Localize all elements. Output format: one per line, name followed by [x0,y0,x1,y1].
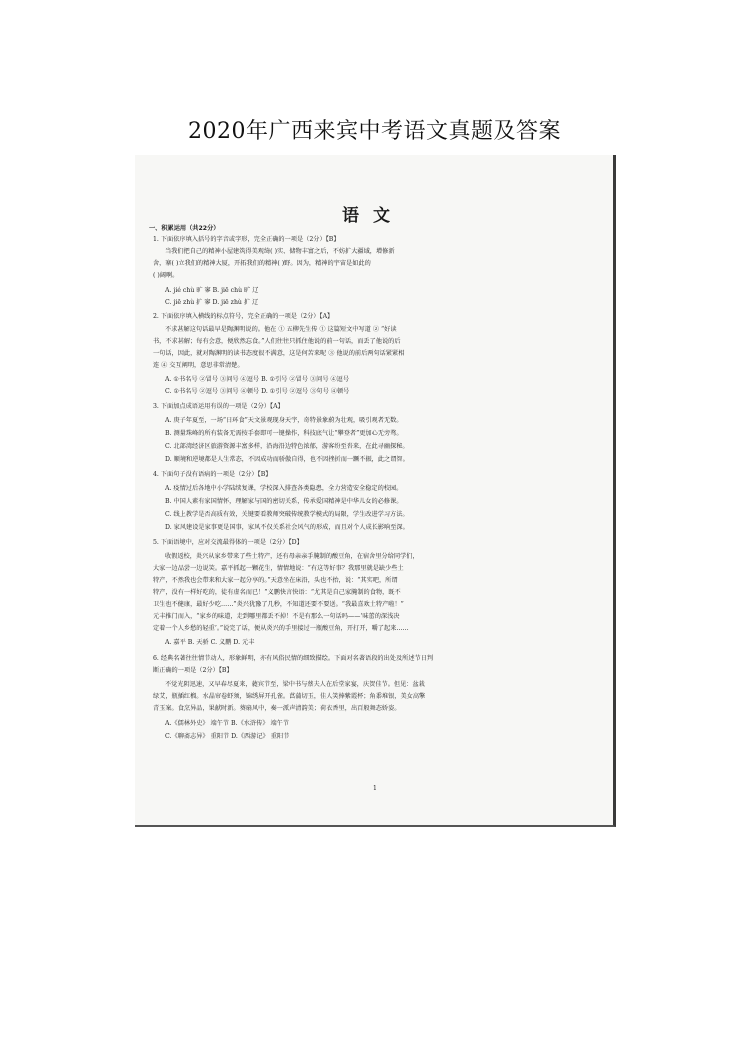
exam-title: 语文 [342,206,404,226]
paragraph-line: 青玉案。食烹异品，果献时新。葵扇风中，奏一派声清韵美；荷衣香里，出百般舞态娇姿。 [153,705,401,712]
answer-options: C.《聊斋志异》 重阳节 D.《西游记》 重阳节 [165,733,290,740]
question-3: 3. 下面加点成语运用有误的一项是（2分）【A】 [153,403,284,410]
answer-options: C. ①书名号 ②逗号 ③问号 ④顿号 D. ①引号 ②逗号 ③句号 ④顿号 [165,388,350,395]
answer-option: C. 北部湾经济区旅游资源丰富多样，沿海沿边特色浓郁，游客纷至沓来，在此寻幽探秘。 [165,443,409,450]
answer-option: A. 庚子年夏至，一场“日环食”天文景观现身天宇，奇特景象蔚为壮观，吸引观者无数。 [165,417,403,424]
page-number: 1 [373,785,377,792]
paragraph-line: 卫生也不健康，最好少吃……”炎兴犹豫了几秒，不知道还要不要送。“我最喜欢土特产啦！” [153,601,404,608]
question-5: 5. 下面语境中，应对交流最得体的一项是（2分）【D】 [153,539,303,546]
paragraph-line: ( )阔啊。 [153,272,179,279]
question-6: 6. 经典名著往往情节动人，形象鲜明，亦有风俗民情的细致描绘。下面对名著语段的出处及所述节日判 [153,655,434,662]
paragraph-line: 特产，没有一样好吃的，徒有虚名而已！”义鹏快言快语：“尤其是自己家腌制的食物，既不 [153,589,401,596]
scanned-exam-page [135,155,616,827]
answer-option: D. 顺境和逆境都是人生常态，不因成功而骄傲自得，也不因挫折而一蹶不振，此之谓智。 [165,456,409,463]
paragraph-line: 书，不求甚解；每有会意，便欣然忘食。”人们往往只抓住他说的前一句话，而丢了他说的后 [153,338,401,345]
paragraph-line: 绿艾，瓶插红榴。水晶帘卷虾须，锦绣屏开孔雀。菖蒲切玉，佳人笑捧紫霞杯；角黍堆银，美女高擎 [153,693,426,700]
paragraph-line: 定着一个人乡愁的轻重’。”说完了话，便从炎兴的手里接过一瓶酸豆角，开打开，嚼了起来…… [153,625,409,632]
answer-options: A. ①书名号 ②冒号 ③问号 ④逗号 B. ①引号 ②冒号 ③问号 ④逗号 [165,376,350,383]
answer-option: B. 测量珠峰的所有装备无需按手套即可一键操作，科技底气让“攀登者”更加心无旁骛。 [165,430,403,437]
paragraph-line: 断正确的一项是（2分）【B】 [153,667,233,674]
paragraph-line: 舍，寨( )立我们的精神大厦，开拓我们的精神( )野。因为，精神的宇宙是如此的 [153,260,371,267]
answer-option: D. 家风建设是家事更是国事，家风不仅关系社会风气的形成，而且对个人成长影响至深。 [165,524,409,531]
paragraph-line: 一句话，因此，就对陶渊明的读书态度很不满意，这是何苦来呢 ③ 他说的前后两句话紧紧相 [153,350,405,357]
section-heading: 一、积累运用（共22分） [149,225,220,232]
question-1: 1. 下面依序填入括号的字音或字形，完全正确的一项是（2分）【B】 [153,236,340,243]
paragraph-line: 收假返校，炎兴从家乡带来了些土特产，还有母亲亲手腌制的酸豆角，在宿舍里分给同学们， [165,553,419,560]
document-title: 2020年广西来宾中考语文真题及答案 [188,119,561,144]
answer-options: A. jié chù 旷 寥 B. jiē chù 旷 辽 [165,287,259,294]
question-4: 4. 下面句子没有语病的一项是（2分）【B】 [153,471,272,478]
paragraph-line: 连 ④ 交互阐明，意思非常清楚。 [153,362,244,369]
question-2: 2. 下面依序填入横线的标点符号，完全正确的一项是（2分）【A】 [153,313,334,320]
answer-option: C. 线上教学是否高质有效，关键要看教师突破传统教学模式的局限，学生改进学习方法。 [165,511,409,518]
paragraph-line: 不求甚解这句话最早是陶渊明说的。他在 ① 五柳先生传 ① 这篇短文中写道 ② “好读 [165,326,397,333]
answer-options: A.《儒林外史》 端午节 B.《水浒传》 端午节 [165,720,290,727]
paragraph-line: 特产，不然我也会带来和大家一起分享的。”天意坐在床沿，头也不抬，说：“其实吧，所谓 [153,577,398,584]
paragraph-line: 元丰推门而入，“家乡的味道，走到哪里都丢不掉！不是有那么一句话吗——‘味蕾的深浅决 [153,613,400,620]
answer-option: A. 疫情过后各地中小学陆续复课，学校深入排查各类隐患，全力营造安全稳定的校园。 [165,485,403,492]
paragraph-line: 大家一边品尝一边说笑。嘉平抓起一颗花生，情情地说：“有这等好事？我那里就是缺少些土 [153,565,404,572]
paragraph-line: 不觉光阴迅速，又早春尽夏来，蕤宾节至，梁中书与蔡夫人在后堂家宴，庆贺佳节。但见：盆栽 [165,681,425,688]
answer-options: C. jiē zhù 扩 寥 D. jiē zhù 扩 辽 [165,299,259,306]
paragraph-line: 当我们把自己的精神小屋建筑得美观绮( )实、储物丰富之后，不妨扩大疆域，增修新 [165,248,395,255]
answer-options: A. 嘉平 B. 天骄 C. 义鹏 D. 元丰 [165,639,255,646]
answer-option: B. 中国人素有家国情怀，理解家与国的密切关系，传承爱国精神是中华儿女的必修课。 [165,498,403,505]
